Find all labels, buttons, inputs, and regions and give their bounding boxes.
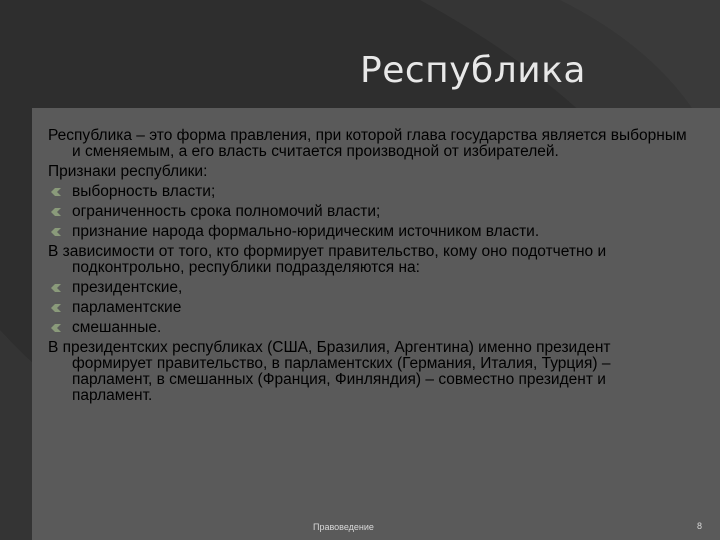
slide-title: Республика bbox=[360, 50, 586, 91]
diamond-bullet-icon bbox=[50, 207, 62, 217]
diamond-bullet-icon bbox=[50, 227, 62, 237]
bullet-text: парламентские bbox=[72, 299, 182, 316]
paragraph: В президентских республиках (США, Бразилия, Аргентина) именно президент формирует правительство, в парламентских (Германия, Италия, Турция) – парламент, в смешанных (Франция, Финляндия) – совместно президент и парламент. bbox=[48, 339, 611, 404]
bullet-item bbox=[48, 184, 688, 200]
bullet-item bbox=[48, 280, 688, 296]
page-number: 8 bbox=[697, 521, 703, 531]
paragraph: В зависимости от того, кто формирует правительство, кому оно подотчетно и подконтрольно, республики подразделяются на: bbox=[48, 243, 607, 276]
bullet-text: президентские, bbox=[72, 279, 183, 296]
slide-content bbox=[48, 128, 688, 408]
bullet-item bbox=[48, 204, 688, 220]
footer-text: Правоведение bbox=[313, 522, 374, 532]
diamond-bullet-icon bbox=[50, 187, 62, 197]
bullet-text: признание народа формально-юридическим источником власти. bbox=[72, 223, 540, 240]
paragraph: Республика – это форма правления, при которой глава государства является выборным и сменяемым, а его власть считается производной от избирателей. bbox=[48, 127, 687, 160]
bullet-item bbox=[48, 224, 688, 240]
diamond-bullet-icon bbox=[50, 303, 62, 313]
diamond-bullet-icon bbox=[50, 323, 62, 333]
paragraph: Признаки республики: bbox=[48, 163, 208, 180]
bullet-item bbox=[48, 300, 688, 316]
bullet-text: выборность власти; bbox=[72, 183, 216, 200]
bullet-text: ограниченность срока полномочий власти; bbox=[72, 203, 381, 220]
bullet-item bbox=[48, 320, 688, 336]
bullet-text: смешанные. bbox=[72, 319, 162, 336]
diamond-bullet-icon bbox=[50, 283, 62, 293]
